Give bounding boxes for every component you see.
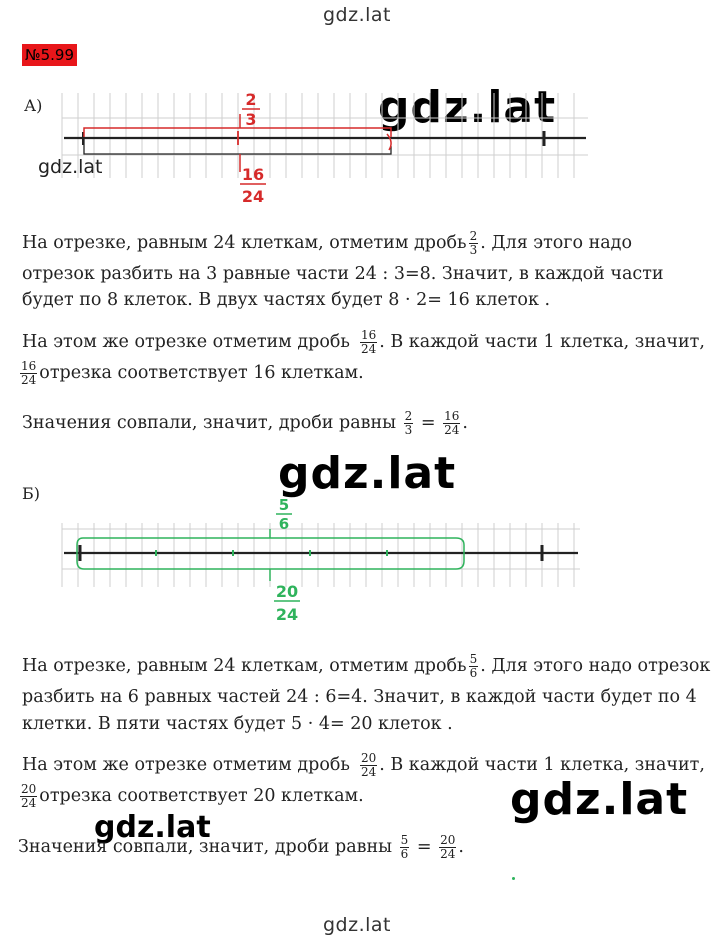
text-span: .	[462, 413, 468, 433]
part-a-p2-line2	[18, 358, 364, 389]
text-span: отрезка соответствует 20 клеткам.	[39, 786, 364, 806]
part-b-p1-line1	[22, 651, 710, 682]
text-span: На этом же отрезке отметим дробь	[22, 332, 350, 352]
watermark-bottom: gdz.lat	[323, 914, 392, 936]
fraction-b-bottom-num: 20	[275, 582, 299, 601]
text-span: . В каждой части 1 клетка, значит,	[379, 332, 705, 352]
fraction-b-bottom-den: 24	[275, 605, 299, 624]
text-span: Значения совпали, значит, дроби равны	[18, 837, 393, 857]
part-a-label: А)	[24, 96, 43, 115]
fraction-b-top-num: 5	[278, 496, 290, 514]
part-b-p1-line2: разбить на 6 равных частей 24 : 6=4. Значит, в каждой части будет по 4	[22, 687, 697, 707]
watermark-big-b: gdz.lat	[278, 448, 457, 499]
part-a-conclusion	[22, 408, 468, 439]
text-span: .	[458, 837, 464, 857]
number-line-a	[58, 88, 598, 213]
fraction-inline: $\frac{5}{6}$	[400, 833, 409, 861]
text-span: . Для этого надо	[480, 233, 632, 253]
text-span: . В каждой части 1 клетка, значит,	[379, 755, 705, 775]
grid-a	[62, 93, 588, 178]
fraction-a-bottom-num: 16	[241, 165, 265, 184]
fraction-a-bottom-den: 24	[241, 187, 265, 206]
watermark-small-a: gdz.lat	[38, 156, 103, 178]
watermark-mid-left: gdz.lat	[94, 810, 211, 845]
part-b-conclusion	[18, 832, 464, 863]
task-number-badge: №5.99	[22, 44, 77, 66]
text-span: На этом же отрезке отметим дробь	[22, 755, 350, 775]
part-b-p2-line2	[18, 781, 364, 812]
fraction-inline: $\frac{2}{3}$	[404, 409, 413, 437]
part-a-p2-line1	[22, 327, 705, 358]
fraction-a-top-num: 2	[245, 90, 257, 109]
stray-dot	[512, 877, 515, 880]
text-span: =	[416, 837, 432, 857]
part-b-p1-line3: клетки. В пяти частях будет 5 · 4= 20 клеток .	[22, 714, 453, 734]
text-span: На отрезке, равным 24 клеткам, отметим дробь	[22, 656, 467, 676]
fraction-inline: $\frac{16}{24}$	[360, 328, 377, 356]
fraction-inline: $\frac{5}{6}$	[469, 652, 478, 680]
text-span: На отрезке, равным 24 клеткам, отметим дробь	[22, 233, 467, 253]
part-b-label: Б)	[22, 484, 40, 503]
fraction-inline: $\frac{20}{24}$	[21, 782, 37, 810]
fraction-inline: $\frac{2}{3}$	[469, 229, 478, 257]
part-a-p1-line2: отрезок разбить на 3 равные части 24 : 3=8. Значит, в каждой части	[22, 264, 664, 284]
fraction-inline: $\frac{20}{24}$	[440, 833, 456, 861]
watermark-top: gdz.lat	[323, 4, 392, 26]
text-span: отрезка соответствует 16 клеткам.	[39, 363, 364, 383]
text-span: =	[420, 413, 436, 433]
part-a-p1-line1	[22, 228, 632, 259]
fraction-inline: $\frac{16}{24}$	[21, 359, 37, 387]
fraction-b-top-den: 6	[278, 515, 290, 533]
text-span: . Для этого надо отрезок	[480, 656, 711, 676]
number-line-b	[58, 493, 598, 628]
watermark-big-right: gdz.lat	[510, 774, 689, 825]
grid-b	[62, 523, 580, 587]
text-span: Значения совпали, значит, дроби равны	[22, 413, 397, 433]
fraction-inline: $\frac{16}{24}$	[444, 409, 460, 437]
part-a-p1-line3: будет по 8 клеток. В двух частях будет 8 · 2= 16 клеток .	[22, 290, 551, 310]
fraction-inline: $\frac{20}{24}$	[360, 751, 377, 779]
watermark-big-a: gdz.lat	[378, 82, 557, 133]
fraction-a-top-den: 3	[245, 110, 257, 129]
